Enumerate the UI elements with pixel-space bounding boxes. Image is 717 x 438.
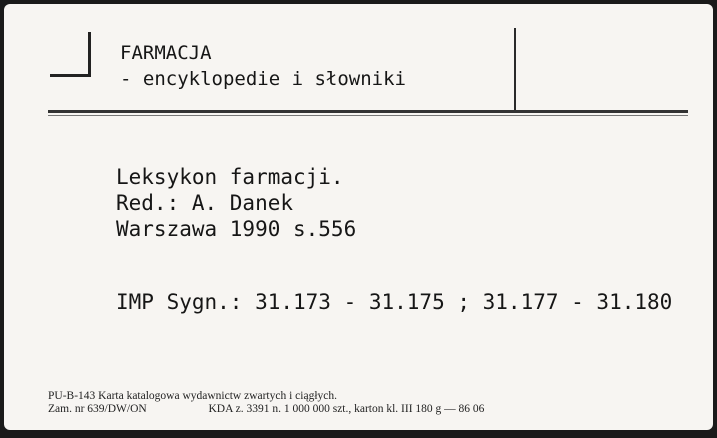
footer-form-line: PU-B-143 Karta katalogowa wydawnictw zwartych i ciągłych.	[48, 390, 338, 402]
call-number: IMP Sygn.: 31.173 - 31.175 ; 31.177 - 31.180	[116, 290, 673, 314]
record-title: Leksykon farmacji.	[116, 165, 344, 189]
record-imprint: Warszawa 1990 s.556	[116, 217, 357, 241]
corner-mark-vertical	[88, 32, 91, 76]
catalog-card	[4, 4, 713, 430]
footer-print-info: KDA z. 3391 n. 1 000 000 szt., karton kl. III 180 g — 86 06	[208, 403, 485, 415]
subject-heading: FARMACJA	[120, 42, 212, 64]
record-editor: Red.: A. Danek	[116, 191, 294, 215]
footer-order-line	[48, 403, 484, 416]
corner-mark-horizontal	[50, 74, 91, 77]
header-rule-thin	[48, 115, 688, 116]
header-separator	[514, 28, 516, 110]
footer-order-number: Zam. nr 639/DW/ON	[48, 403, 147, 415]
header-rule	[48, 110, 688, 113]
subject-subheading: - encyklopedie i słowniki	[120, 68, 406, 90]
